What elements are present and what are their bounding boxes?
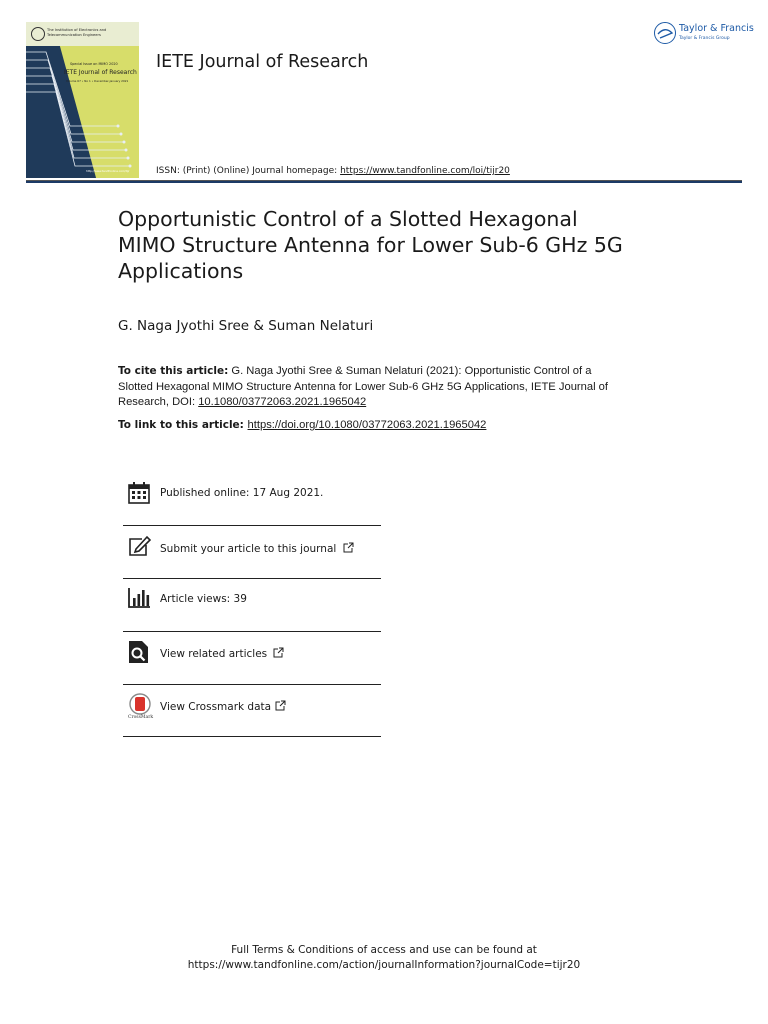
publisher-group: Taylor & Francis Group bbox=[679, 36, 730, 41]
cover-special-issue: Special Issue on MIMO 2020 bbox=[70, 62, 118, 66]
taylor-francis-logo-icon bbox=[654, 22, 676, 44]
title-line-2: MIMO Structure Antenna for Lower Sub-6 GHz 5G bbox=[118, 233, 623, 257]
calendar-icon bbox=[127, 481, 151, 505]
crossmark-link[interactable] bbox=[160, 700, 286, 713]
doi-link[interactable]: 10.1080/03772063.2021.1965042 bbox=[198, 396, 367, 408]
external-link-icon bbox=[343, 542, 354, 553]
cite-text-line3: Research, DOI: bbox=[118, 396, 199, 408]
published-online-row bbox=[123, 480, 381, 520]
header-divider-thick bbox=[26, 181, 742, 183]
submit-article-label: Submit your article to this journal bbox=[160, 543, 337, 555]
published-date: Published online: 17 Aug 2021. bbox=[160, 487, 324, 499]
meta-divider-2 bbox=[123, 578, 381, 579]
crossmark-icon-label: CrossMark bbox=[128, 715, 154, 720]
meta-divider-5 bbox=[123, 736, 381, 737]
submit-article-link[interactable] bbox=[160, 542, 354, 555]
journal-homepage-link[interactable]: https://www.tandfonline.com/loi/tijr20 bbox=[340, 166, 510, 176]
publisher-logo[interactable] bbox=[654, 22, 754, 48]
citation-block bbox=[118, 364, 658, 411]
link-label: To link to this article: bbox=[118, 419, 248, 431]
external-link-icon bbox=[273, 647, 284, 658]
article-authors: G. Naga Jyothi Sree & Suman Nelaturi bbox=[118, 318, 374, 334]
journal-cover-image bbox=[26, 22, 139, 178]
related-articles-row[interactable] bbox=[123, 639, 381, 679]
meta-divider-4 bbox=[123, 684, 381, 685]
iete-logo-icon bbox=[31, 27, 45, 41]
meta-divider-3 bbox=[123, 631, 381, 632]
publisher-name: Taylor & Francis bbox=[679, 23, 754, 34]
article-link-line bbox=[118, 419, 486, 431]
title-line-3: Applications bbox=[118, 259, 244, 283]
article-title bbox=[118, 206, 678, 284]
crossmark-row[interactable] bbox=[123, 692, 381, 732]
article-views-row bbox=[123, 586, 381, 626]
cover-journal-name: IETE Journal of Research bbox=[64, 69, 137, 76]
cite-text-line1: G. Naga Jyothi Sree & Suman Nelaturi (2021): Opportunistic Control of a bbox=[228, 365, 592, 377]
footer-terms-link[interactable]: https://www.tandfonline.com/action/journalInformation?journalCode=tijr20 bbox=[187, 959, 581, 971]
issn-label: ISSN: (Print) (Online) Journal homepage: bbox=[156, 166, 338, 176]
document-search-icon bbox=[127, 640, 151, 664]
title-line-1: Opportunistic Control of a Slotted Hexagonal bbox=[118, 207, 578, 231]
footer-line-1: Full Terms & Conditions of access and use can be found at bbox=[231, 944, 537, 956]
related-articles-link[interactable] bbox=[160, 647, 284, 660]
external-link-icon bbox=[275, 700, 286, 711]
submit-article-row[interactable] bbox=[123, 533, 381, 573]
footer-terms bbox=[0, 943, 768, 973]
article-doi-url-link[interactable]: https://doi.org/10.1080/03772063.2021.1965042 bbox=[247, 419, 487, 431]
bar-chart-icon bbox=[127, 586, 151, 610]
cite-text-line2: Slotted Hexagonal MIMO Structure Antenna for Lower Sub-6 GHz 5G Applications, IETE Journal of bbox=[118, 380, 609, 393]
issn-line bbox=[156, 166, 510, 176]
article-views-count: Article views: 39 bbox=[160, 593, 247, 605]
crossmark-label: View Crossmark data bbox=[160, 701, 272, 713]
edit-pencil-icon bbox=[127, 534, 151, 558]
cite-label: To cite this article: bbox=[118, 365, 229, 377]
journal-title: IETE Journal of Research bbox=[156, 52, 369, 72]
cover-volume: Volume 67 • No 1 • December-January 2021 bbox=[66, 79, 129, 83]
related-articles-label: View related articles bbox=[160, 648, 268, 660]
cover-institution-line1: The Institution of Electronics and bbox=[47, 28, 107, 32]
meta-divider-1 bbox=[123, 525, 381, 526]
cover-url: http://www.tandfonline.com/tijr bbox=[86, 169, 130, 173]
cover-institution-line2: Telecommunication Engineers bbox=[47, 33, 101, 37]
